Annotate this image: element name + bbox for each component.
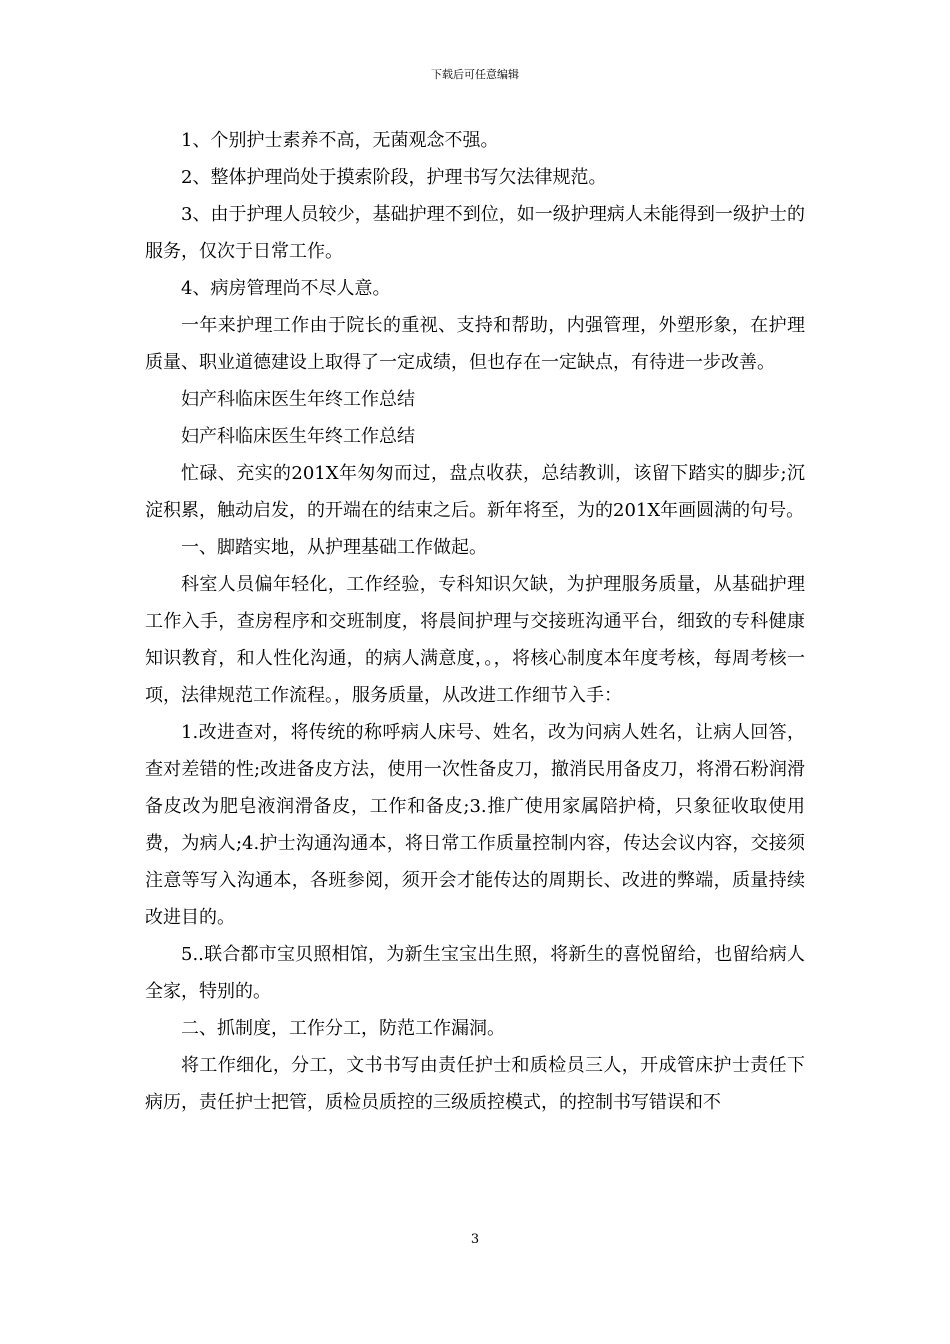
paragraph: 2、整体护理尚处于摸索阶段，护理书写欠法律规范。: [181, 167, 607, 188]
page-number: 3: [470, 1232, 480, 1247]
page-header: 下载后可任意编辑: [431, 68, 519, 81]
paragraph: 1、个别护士素养不高，无菌观念不强。: [181, 130, 499, 151]
paragraph: 科室人员偏年轻化，工作经验，专科知识欠缺，为护理服务质量，从基础护理工作入手，查房程序和交班制度，将晨间护理与交接班沟通平台，细致的专科健康知识教育，和人性化沟通，的病人满意度，。，将核心制度本年度考核，每周考核一项，法律规范工作流程。，服务质量，从改进工作细节入手：: [145, 574, 805, 706]
paragraph: 5..联合都市宝贝照相馆，为新生宝宝出生照，将新生的喜悦留给，也留给病人全家，特别的。: [145, 944, 805, 1002]
paragraph: 一年来护理工作由于院长的重视、支持和帮助，内强管理，外塑形象，在护理质量、职业道德建设上取得了一定成绩，但也存在一定缺点，有待进一步改善。: [145, 315, 805, 373]
paragraph: 将工作细化，分工，文书书写由责任护士和质检员三人，开成管床护士责任下病历，责任护士把管，质检员质控的三级质控模式，的控制书写错误和不: [145, 1055, 805, 1113]
section-title: 妇产科临床医生年终工作总结: [181, 426, 415, 447]
paragraph: 4、病房管理尚不尽人意。: [181, 278, 391, 299]
document-body: [145, 122, 805, 1121]
section-heading: 二、抓制度，工作分工，防范工作漏洞。: [181, 1018, 505, 1039]
section-heading: 一、脚踏实地，从护理基础工作做起。: [181, 537, 487, 558]
paragraph: 3、由于护理人员较少，基础护理不到位，如一级护理病人未能得到一级护士的服务，仅次于日常工作。: [145, 204, 805, 262]
paragraph: 忙碌、充实的201X年匆匆而过，盘点收获，总结教训，该留下踏实的脚步;沉淀积累，触动启发，的开端在的结束之后。新年将至，为的201X年画圆满的句号。: [145, 463, 805, 521]
section-title: 妇产科临床医生年终工作总结: [181, 389, 415, 410]
paragraph: 1.改进查对，将传统的称呼病人床号、姓名，改为问病人姓名，让病人回答，查对差错的性;改进备皮方法，使用一次性备皮刀，撤消民用备皮刀，将滑石粉润滑备皮改为肥皂液润滑备皮，工作和备皮;3.推广使用家属陪护椅，只象征收取使用费，为病人;4.护士沟通沟通本，将日常工作质量控制内容，传达会议内容，交接须注意等写入沟通本，各班参阅，须开会才能传达的周期长、改进的弊端，质量持续改进目的。: [145, 722, 805, 928]
